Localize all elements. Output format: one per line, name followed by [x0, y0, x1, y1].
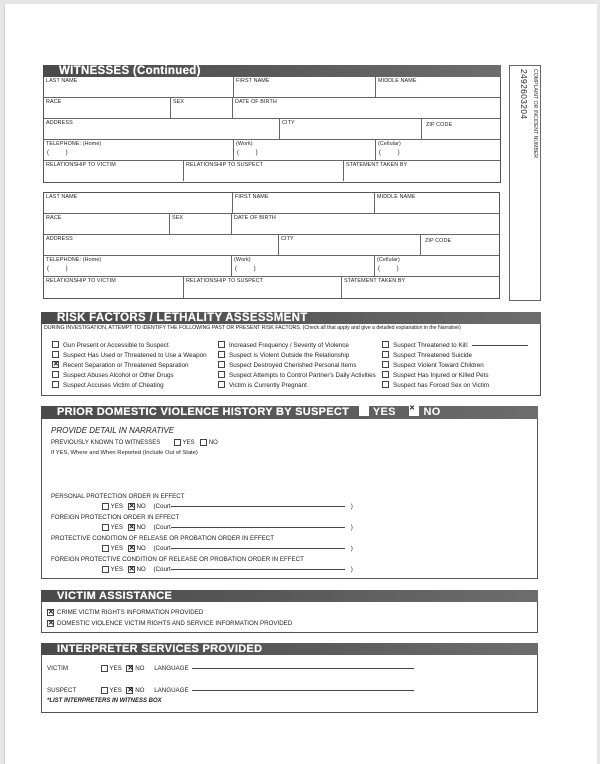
checkbox[interactable] [52, 351, 59, 358]
complaint-number-panel [509, 65, 541, 301]
provide-detail-text: PROVIDE DETAIL IN NARRATIVE [51, 426, 175, 435]
relationship-to-suspect-field[interactable]: RELATIONSHIP TO SUSPECT [184, 277, 342, 298]
prior-history-box [41, 419, 538, 579]
risk-violent-outside[interactable]: Suspect is Violent Outside the Relationship [218, 352, 349, 359]
city-field[interactable]: CITY [280, 119, 422, 140]
interpreter-note: *LIST INTERPRETERS IN WITNESS BOX [47, 698, 162, 704]
order-protective-row: YES ✕ NO (Court ) [102, 545, 353, 552]
last-name-field[interactable]: LAST NAME [44, 77, 234, 98]
risk-threatened-suicide[interactable]: Suspect Threatened Suicide [382, 352, 472, 359]
interpreter-victim-row: VICTIM YES ✕ NO LANGUAGE [47, 665, 447, 672]
risk-threatened-kill[interactable]: Suspect Threatened to Kill: [382, 342, 528, 349]
checkbox[interactable] [218, 351, 225, 358]
telephone-work-field[interactable]: (Work) ( ) [232, 256, 375, 277]
prior-history-no-label: NO [423, 406, 441, 418]
first-name-field[interactable]: FIRST NAME [233, 193, 375, 214]
witness-record-2 [43, 192, 500, 299]
court-line[interactable] [171, 569, 345, 570]
order-label: FOREIGN PROTECTION ORDER IN EFFECT [51, 514, 180, 521]
yes-checkbox[interactable] [102, 503, 109, 510]
no-checkbox[interactable] [128, 566, 135, 573]
no-checkbox[interactable] [126, 665, 133, 672]
order-label: FOREIGN PROTECTIVE CONDITION OF RELEASE OR PROBATION ORDER IN EFFECT [51, 556, 304, 563]
risk-accuses-cheating[interactable]: Suspect Accuses Victim of Cheating [52, 382, 164, 389]
prior-history-yes-checkbox[interactable] [359, 406, 369, 416]
telephone-home-field[interactable]: TELEPHONE: (Home) ( ) [44, 140, 234, 161]
yes-checkbox[interactable] [102, 566, 109, 573]
order-label: PERSONAL PROTECTION ORDER IN EFFECT [51, 493, 185, 500]
dob-field[interactable]: DATE OF BIRTH [232, 214, 499, 235]
checkbox-checked[interactable] [47, 609, 54, 616]
risk-violent-children[interactable]: Suspect Violent Toward Children [382, 362, 484, 369]
risk-gun-present[interactable]: Gun Present or Accessible to Suspect [52, 342, 169, 349]
risk-recent-separation[interactable]: ✕Recent Separation or Threatened Separation [52, 362, 189, 369]
checkbox[interactable] [218, 341, 225, 348]
checkbox[interactable] [218, 381, 225, 388]
checkbox[interactable] [382, 351, 389, 358]
court-line[interactable] [171, 548, 345, 549]
checkbox[interactable] [382, 381, 389, 388]
no-checkbox[interactable] [128, 545, 135, 552]
order-personal-row: YES ✕ NO (Court ) [102, 503, 353, 510]
yes-checkbox[interactable] [101, 687, 108, 694]
interpreter-suspect-row: SUSPECT YES ✕ NO LANGUAGE [47, 687, 447, 694]
middle-name-field[interactable]: MIDDLE NAME [376, 77, 500, 98]
telephone-home-field[interactable]: TELEPHONE: (Home) ( ) [44, 256, 232, 277]
witnesses-header [43, 65, 501, 77]
city-field[interactable]: CITY [279, 235, 421, 256]
risk-factors-header [41, 312, 541, 324]
middle-name-field[interactable]: MIDDLE NAME [375, 193, 499, 214]
complaint-number-value: 2492603204 [519, 69, 529, 120]
yes-checkbox[interactable] [102, 545, 109, 552]
witnesses-title: WITNESSES (Continued) [59, 65, 201, 77]
previously-known-yes-checkbox[interactable] [174, 439, 181, 446]
risk-substance-abuse[interactable]: Suspect Abuses Alcohol or Other Drugs [52, 372, 174, 379]
checkbox[interactable] [218, 361, 225, 368]
risk-increased-frequency[interactable]: Increased Frequency / Severity of Violence [218, 342, 349, 349]
no-checkbox[interactable] [128, 524, 135, 531]
interpreter-title: INTERPRETER SERVICES PROVIDED [57, 643, 263, 655]
risk-weapon-used[interactable]: Suspect Has Used or Threatened to Use a Weapon [52, 352, 207, 359]
race-field[interactable]: RACE [44, 214, 170, 235]
prior-history-title: PRIOR DOMESTIC VIOLENCE HISTORY BY SUSPECT [57, 406, 350, 418]
yes-checkbox[interactable] [101, 665, 108, 672]
dv-victim-rights-item[interactable]: ✕DOMESTIC VIOLENCE VICTIM RIGHTS AND SERVICE INFORMATION PROVIDED [47, 620, 292, 627]
risk-factors-instructions: DURING INVESTIGATION, ATTEMPT TO IDENTIFY THE FOLLOWING PAST OR PRESENT RISK FACTORS. (Check all that apply and give a detailed explanation in the Narrative) [44, 325, 461, 331]
relationship-to-victim-field[interactable]: RELATIONSHIP TO VICTIM [44, 277, 184, 298]
risk-victim-pregnant[interactable]: Victim is Currently Pregnant [218, 382, 307, 389]
checkbox[interactable] [52, 371, 59, 378]
victim-assistance-title: VICTIM ASSISTANCE [57, 590, 173, 602]
language-line[interactable] [192, 668, 414, 669]
prior-history-yes-label: YES [372, 406, 396, 418]
zip-field[interactable]: ZIP CODE [421, 235, 499, 256]
statement-taken-by-field[interactable]: STATEMENT TAKEN BY [346, 162, 408, 168]
previously-known-row: PREVIOUSLY KNOWN TO WITNESSES YES NO [51, 440, 218, 447]
order-foreign-protective-row: YES ✕ NO (Court ) [102, 566, 353, 573]
checkbox-checked[interactable] [52, 361, 59, 368]
address-field[interactable]: ADDRESS [44, 119, 280, 140]
yes-checkbox[interactable] [102, 524, 109, 531]
sex-field[interactable]: SEX [170, 214, 232, 235]
relationship-to-victim-field[interactable]: RELATIONSHIP TO VICTIM [44, 161, 184, 181]
risk-injured-pets[interactable]: Suspect Has Injured or Killed Pets [382, 372, 489, 379]
court-line[interactable] [171, 506, 345, 507]
zip-field[interactable]: ZIP CODE [422, 119, 500, 140]
court-line[interactable] [171, 527, 345, 528]
risk-destroyed-items[interactable]: Suspect Destroyed Cherished Personal Items [218, 362, 356, 369]
dob-field[interactable]: DATE OF BIRTH [233, 98, 500, 119]
risk-factors-title: RISK FACTORS / LETHALITY ASSESSMENT [57, 312, 308, 324]
address-field[interactable]: ADDRESS [44, 235, 279, 256]
last-name-field[interactable]: LAST NAME [44, 193, 233, 214]
victim-assistance-header [41, 590, 538, 602]
relationship-to-suspect-field[interactable]: RELATIONSHIP TO SUSPECT [184, 161, 344, 181]
if-yes-text: If YES, Where and When Reported (Include Out of State) [51, 450, 198, 456]
previously-known-no-checkbox[interactable] [200, 439, 207, 446]
language-line[interactable] [192, 690, 414, 691]
first-name-field[interactable]: FIRST NAME [234, 77, 376, 98]
order-foreign-row: YES ✕ NO (Court ) [102, 524, 353, 531]
crime-victim-rights-item[interactable]: ✕CRIME VICTIM RIGHTS INFORMATION PROVIDED [47, 609, 203, 616]
checkbox[interactable] [382, 341, 389, 348]
checkbox[interactable] [218, 371, 225, 378]
threatened-kill-line[interactable] [472, 345, 528, 346]
statement-taken-by-field[interactable]: STATEMENT TAKEN BY [344, 278, 406, 284]
telephone-work-field[interactable]: (Work) ( ) [234, 140, 376, 161]
witness-record-1 [43, 77, 501, 183]
checkbox[interactable] [52, 381, 59, 388]
interpreter-box [41, 655, 538, 713]
checkbox-checked[interactable] [47, 620, 54, 627]
prior-history-no-checkbox[interactable] [409, 406, 419, 416]
order-label: PROTECTIVE CONDITION OF RELEASE OR PROBATION ORDER IN EFFECT [51, 535, 274, 542]
telephone-cell-field[interactable]: (Cellular) ( ) [375, 256, 499, 277]
prior-history-header [41, 406, 538, 419]
checkbox[interactable] [52, 341, 59, 348]
no-checkbox[interactable] [126, 687, 133, 694]
race-field[interactable]: RACE [44, 98, 171, 119]
complaint-number-label: COMPLAINT OR INCIDENT NUMBER [532, 69, 538, 159]
interpreter-header [41, 643, 538, 655]
victim-assistance-box [41, 602, 538, 633]
no-checkbox[interactable] [128, 503, 135, 510]
checkbox[interactable] [382, 371, 389, 378]
risk-factors-box [41, 324, 541, 396]
risk-controls-partner[interactable]: Suspect Attempts to Control Partner's Daily Activities [218, 372, 376, 379]
telephone-cell-field[interactable]: (Cellular) ( ) [376, 140, 500, 161]
sex-field[interactable]: SEX [171, 98, 233, 119]
risk-forced-sex[interactable]: Suspect has Forced Sex on Victim [382, 382, 489, 389]
checkbox[interactable] [382, 361, 389, 368]
